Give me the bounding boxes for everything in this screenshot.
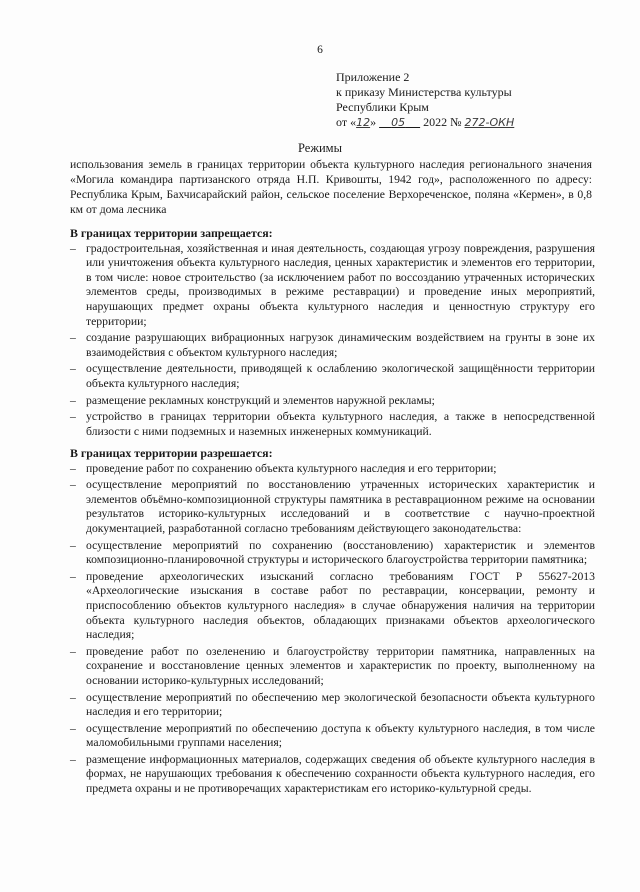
list-item-text: осуществление мероприятий по сохранению (восстановлению) характеристик и элементов композиционно-планировочной структуры и исторического благоустройства территории памятника; [86,538,595,567]
list-item [70,410,595,439]
list-item [70,691,595,720]
dash-bullet-icon: – [70,393,76,407]
appendix-line-3: Республики Крым [336,100,429,114]
list-item-text: осуществление мероприятий по восстановлению утраченных исторических характеристик и элементов объёмно-композиционной структуры памятника в реставрационном режиме на основании результатов историко-культурных исследований и в соответствие с научно-проектной документацией, разработанной согласно требованиям действующего законодательства: [86,478,595,535]
dash-bullet-icon: – [70,690,76,704]
order-number: 272-ОКН [464,116,515,129]
list-item-text: создание разрушающих вибрационных нагрузок динамическим воздействием на грунты в зоне их взаимодействия с объектом культурного наследия; [86,331,595,359]
list-item [70,645,595,689]
appendix-line-2: к приказу Министерства культуры [336,85,512,99]
list-item-text: устройство в границах территории объекта культурного наследия, а также в непосредственной близости с ними подземных и наземных инженерных коммуникаций. [86,410,595,438]
prohibited-section [70,226,595,441]
appendix-line-1: Приложение 2 [336,70,410,84]
list-item [70,570,595,643]
year-label: 2022 № [423,115,462,129]
date-day: 12 [356,116,371,129]
document-title: Режимы [298,141,342,155]
intro-paragraph: использования земель в границах территории объекта культурного наследия регионального значения «Могила командира партизанского отряда Н.П. Кривошты, 1942 год», расположенного по адресу: Республика Крым, Бахчисарайский район, сельское поселение Верхореченское, поляна «Кермен», в 0,8 км от дома лесника [70,158,592,216]
prohibited-list [70,242,595,440]
dash-bullet-icon: – [70,478,76,492]
page-number: 6 [317,44,323,56]
list-item [70,722,595,751]
list-item-text: проведение работ по сохранению объекта культурного наследия и его территории; [86,461,497,475]
list-item-text: размещение информационных материалов, содержащих сведения об объекте культурного наследия в формах, не нарушающих требования к обеспечению сохранности объекта культурного наследия, его предмета охраны и не противоречащих характеристикам его историко-культурной среды. [86,752,595,796]
dash-bullet-icon: – [70,644,76,658]
list-item [70,539,595,568]
allowed-heading: В границах территории разрешается: [70,446,273,460]
list-item [70,753,595,797]
list-item-text: градостроительная, хозяйственная и иная деятельность, создающая угрозу повреждения, разрушения или уничтожения объекта культурного наследия, ценных характеристик и элементов его территории, в том числе: новое строительство (за исключением работ по воссозданию утраченных исторических элементов среды, производимых в режиме реставрации) и проведение иных мероприятий, нарушающих предмет охраны объекта культурного наследия и ценностную структуру его территории; [86,241,595,328]
list-item [70,242,595,330]
list-item [70,394,595,409]
appendix-date-line [336,115,514,130]
date-prefix: от « [336,115,357,129]
dash-bullet-icon: – [70,569,76,583]
list-item-text: проведение археологических изысканий согласно требованиям ГОСТ Р 55627-2013 «Археологические изыскания в составе работ по реставрации, консервации, ремонту и приспособлению объектов культурного наследия» в случае обнаружения наличия на территории объекта культурного наследия объектов, обладающих признаками объектов археологического наследия; [86,569,595,642]
date-month: 05 [391,116,406,129]
list-item-text: размещение рекламных конструкций и элементов наружной рекламы; [86,393,435,407]
dash-bullet-icon: – [70,538,76,552]
dash-bullet-icon: – [70,331,76,345]
dash-bullet-icon: – [70,362,76,376]
dash-bullet-icon: – [70,752,76,766]
dash-bullet-icon: – [70,721,76,735]
date-month-line [379,115,420,129]
list-item [70,331,595,360]
dash-bullet-icon: – [70,410,76,424]
allowed-list [70,462,595,797]
list-item-text: осуществление мероприятий по обеспечению мер экологической безопасности объекта культурного наследия и его территории; [86,690,595,719]
list-item [70,478,595,536]
list-item [70,362,595,391]
appendix-header [336,70,514,130]
list-item [70,462,595,477]
list-item-text: осуществление мероприятий по обеспечению доступа к объекту культурного наследия, в том числе маломобильными группами населения; [86,721,595,750]
dash-bullet-icon: – [70,461,76,475]
list-item-text: осуществление деятельности, приводящей к ослаблению экологической защищённости территории объекта культурного наследия; [86,362,595,390]
date-day-close: » [370,115,377,129]
dash-bullet-icon: – [70,241,76,255]
prohibited-heading: В границах территории запрещается: [70,226,273,240]
allowed-section [70,446,595,799]
list-item-text: проведение работ по озеленению и благоустройству территории памятника, направленных на сохранение и восстановление ценных элементов и характеристик по проекту, выполненному на основании историко-культурных исследований; [86,644,595,687]
